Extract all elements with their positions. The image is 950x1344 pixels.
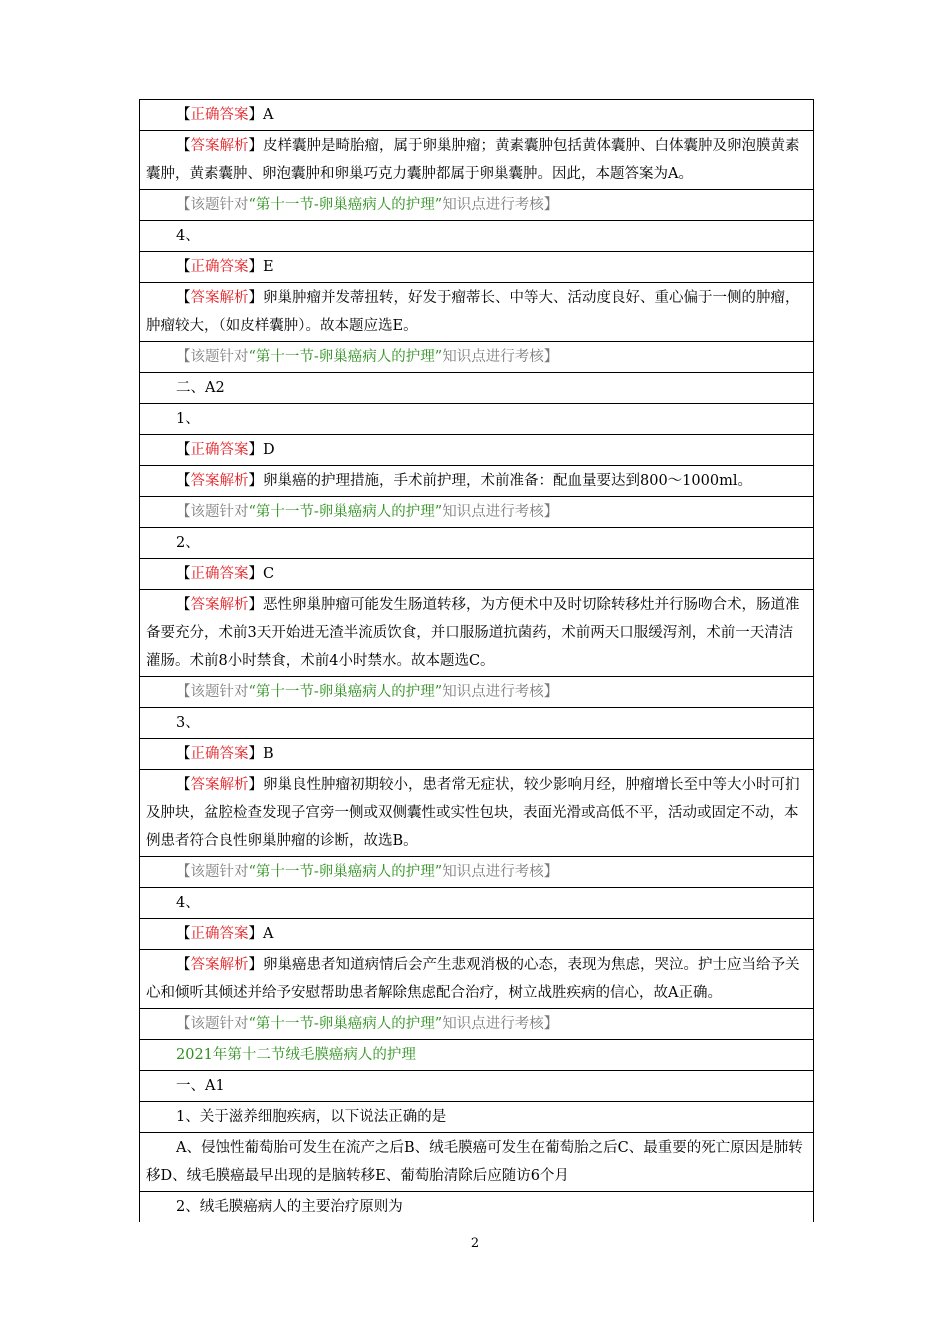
analysis-label: 答案解析 bbox=[190, 473, 249, 489]
analysis-label: 答案解析 bbox=[190, 597, 249, 613]
bracket-open: 【 bbox=[176, 926, 191, 942]
answer-row bbox=[140, 435, 813, 466]
bracket-open: 【 bbox=[176, 138, 191, 154]
row-text: 4、 bbox=[176, 895, 200, 911]
correct-answer-label: 正确答案 bbox=[190, 746, 249, 762]
bracket-open: 【 bbox=[176, 259, 191, 275]
bracket-open: 【 bbox=[176, 777, 191, 793]
bracket-close: 】 bbox=[248, 259, 263, 275]
bracket-close: 】 bbox=[248, 746, 263, 762]
analysis-label: 答案解析 bbox=[190, 957, 249, 973]
analysis-text: 卵巢癌患者知道病情后会产生悲观消极的心态，表现为焦虑，哭泣。护士应当给予关心和倾听其倾述并给予安慰帮助患者解除焦虑配合治疗，树立战胜疾病的信心，故A正确。 bbox=[146, 957, 800, 1001]
kp-name: “第十一节-卵巢癌病人的护理” bbox=[248, 197, 443, 213]
text-row bbox=[140, 221, 813, 252]
kp-name: “第十一节-卵巢癌病人的护理” bbox=[248, 864, 443, 880]
kp-name: “第十一节-卵巢癌病人的护理” bbox=[248, 684, 443, 700]
row-text: 2、 bbox=[176, 535, 200, 551]
correct-answer-label: 正确答案 bbox=[190, 107, 249, 123]
knowledge-point-row bbox=[140, 497, 813, 528]
kp-prefix: 【该题针对 bbox=[176, 1016, 249, 1032]
analysis-row bbox=[140, 770, 813, 857]
bracket-close: 】 bbox=[248, 290, 263, 306]
answer-value: A bbox=[263, 107, 274, 123]
row-text: 1、关于滋养细胞疾病，以下说法正确的是 bbox=[176, 1109, 447, 1125]
knowledge-point-row bbox=[140, 190, 813, 221]
analysis-row bbox=[140, 283, 813, 342]
bracket-close: 】 bbox=[248, 473, 263, 489]
bracket-open: 【 bbox=[176, 473, 191, 489]
kp-prefix: 【该题针对 bbox=[176, 864, 249, 880]
correct-answer-label: 正确答案 bbox=[190, 259, 249, 275]
knowledge-point-row bbox=[140, 677, 813, 708]
text-row bbox=[140, 1133, 813, 1192]
section-title-row bbox=[140, 1040, 813, 1071]
analysis-text: 皮样囊肿是畸胎瘤，属于卵巢肿瘤；黄素囊肿包括黄体囊肿、白体囊肿及卵泡膜黄素囊肿，黄素囊肿、卵泡囊肿和卵巢巧克力囊肿都属于卵巢囊肿。因此，本题答案为A。 bbox=[146, 138, 800, 182]
analysis-label: 答案解析 bbox=[190, 290, 249, 306]
bracket-open: 【 bbox=[176, 597, 191, 613]
kp-prefix: 【该题针对 bbox=[176, 349, 249, 365]
analysis-row bbox=[140, 131, 813, 190]
analysis-text: 卵巢癌的护理措施，手术前护理，术前准备：配血量要达到800～1000ml。 bbox=[263, 473, 752, 489]
kp-suffix: 知识点进行考核】 bbox=[442, 1016, 559, 1032]
knowledge-point-row bbox=[140, 1009, 813, 1040]
answer-row bbox=[140, 252, 813, 283]
bracket-open: 【 bbox=[176, 442, 191, 458]
answer-value: C bbox=[263, 566, 275, 582]
kp-name: “第十一节-卵巢癌病人的护理” bbox=[248, 504, 443, 520]
bracket-open: 【 bbox=[176, 566, 191, 582]
bracket-open: 【 bbox=[176, 746, 191, 762]
bracket-close: 】 bbox=[248, 597, 263, 613]
analysis-text: 恶性卵巢肿瘤可能发生肠道转移，为方便术中及时切除转移灶并行肠吻合术，肠道准备要充分，术前3天开始进无渣半流质饮食，并口服肠道抗菌药，术前两天口服缓泻剂，术前一天清洁灌肠。术前8小时禁食，术前4小时禁水。故本题选C。 bbox=[146, 597, 800, 669]
row-text: 3、 bbox=[176, 715, 200, 731]
kp-prefix: 【该题针对 bbox=[176, 684, 249, 700]
text-row bbox=[140, 528, 813, 559]
correct-answer-label: 正确答案 bbox=[190, 926, 249, 942]
text-row bbox=[140, 404, 813, 435]
correct-answer-label: 正确答案 bbox=[190, 566, 249, 582]
bracket-close: 】 bbox=[248, 138, 263, 154]
kp-suffix: 知识点进行考核】 bbox=[442, 349, 559, 365]
qa-table bbox=[139, 99, 814, 1222]
kp-name: “第十一节-卵巢癌病人的护理” bbox=[248, 349, 443, 365]
analysis-text: 卵巢良性肿瘤初期较小，患者常无症状，较少影响月经，肿瘤增长至中等大小时可扪及肿块，盆腔检查发现子宫旁一侧或双侧囊性或实性包块，表面光滑或高低不平，活动或固定不动，本例患者符合良性卵巢肿瘤的诊断，故选B。 bbox=[146, 777, 800, 849]
knowledge-point-row bbox=[140, 342, 813, 373]
answer-value: B bbox=[263, 746, 274, 762]
row-text: 二、A2 bbox=[176, 380, 225, 396]
text-row bbox=[140, 1071, 813, 1102]
analysis-text: 卵巢肿瘤并发蒂扭转，好发于瘤蒂长、中等大、活动度良好、重心偏于一侧的肿瘤，肿瘤较大，（如皮样囊肿）。故本题应选E。 bbox=[146, 290, 800, 334]
bracket-close: 】 bbox=[248, 957, 263, 973]
analysis-row bbox=[140, 590, 813, 677]
row-text: 1、 bbox=[176, 411, 200, 427]
correct-answer-label: 正确答案 bbox=[190, 442, 249, 458]
kp-suffix: 知识点进行考核】 bbox=[442, 684, 559, 700]
bracket-close: 】 bbox=[248, 442, 263, 458]
analysis-row bbox=[140, 466, 813, 497]
kp-suffix: 知识点进行考核】 bbox=[442, 864, 559, 880]
bracket-close: 】 bbox=[248, 107, 263, 123]
text-row bbox=[140, 1192, 813, 1222]
kp-prefix: 【该题针对 bbox=[176, 504, 249, 520]
text-row bbox=[140, 888, 813, 919]
text-row bbox=[140, 1102, 813, 1133]
answer-row bbox=[140, 100, 813, 131]
answer-row bbox=[140, 559, 813, 590]
answer-value: E bbox=[263, 259, 274, 275]
knowledge-point-row bbox=[140, 857, 813, 888]
bracket-open: 【 bbox=[176, 957, 191, 973]
row-text: 一、A1 bbox=[176, 1078, 225, 1094]
section-title: 2021年第十二节绒毛膜癌病人的护理 bbox=[176, 1047, 416, 1063]
row-text: 2、绒毛膜癌病人的主要治疗原则为 bbox=[176, 1199, 403, 1215]
kp-suffix: 知识点进行考核】 bbox=[442, 504, 559, 520]
text-row bbox=[140, 708, 813, 739]
page-number: 2 bbox=[470, 1236, 480, 1251]
row-text: A、侵蚀性葡萄胎可发生在流产之后B、绒毛膜癌可发生在葡萄胎之后C、最重要的死亡原因是肺转移D、绒毛膜癌最早出现的是脑转移E、葡萄胎清除后应随访6个月 bbox=[146, 1140, 803, 1184]
answer-row bbox=[140, 739, 813, 770]
kp-name: “第十一节-卵巢癌病人的护理” bbox=[248, 1016, 443, 1032]
answer-row bbox=[140, 919, 813, 950]
bracket-close: 】 bbox=[248, 566, 263, 582]
row-text: 4、 bbox=[176, 228, 200, 244]
kp-suffix: 知识点进行考核】 bbox=[442, 197, 559, 213]
answer-value: A bbox=[263, 926, 274, 942]
analysis-label: 答案解析 bbox=[190, 138, 249, 154]
text-row bbox=[140, 373, 813, 404]
analysis-row bbox=[140, 950, 813, 1009]
bracket-close: 】 bbox=[248, 777, 263, 793]
bracket-open: 【 bbox=[176, 290, 191, 306]
analysis-label: 答案解析 bbox=[190, 777, 249, 793]
bracket-open: 【 bbox=[176, 107, 191, 123]
bracket-close: 】 bbox=[248, 926, 263, 942]
answer-value: D bbox=[263, 442, 275, 458]
kp-prefix: 【该题针对 bbox=[176, 197, 249, 213]
